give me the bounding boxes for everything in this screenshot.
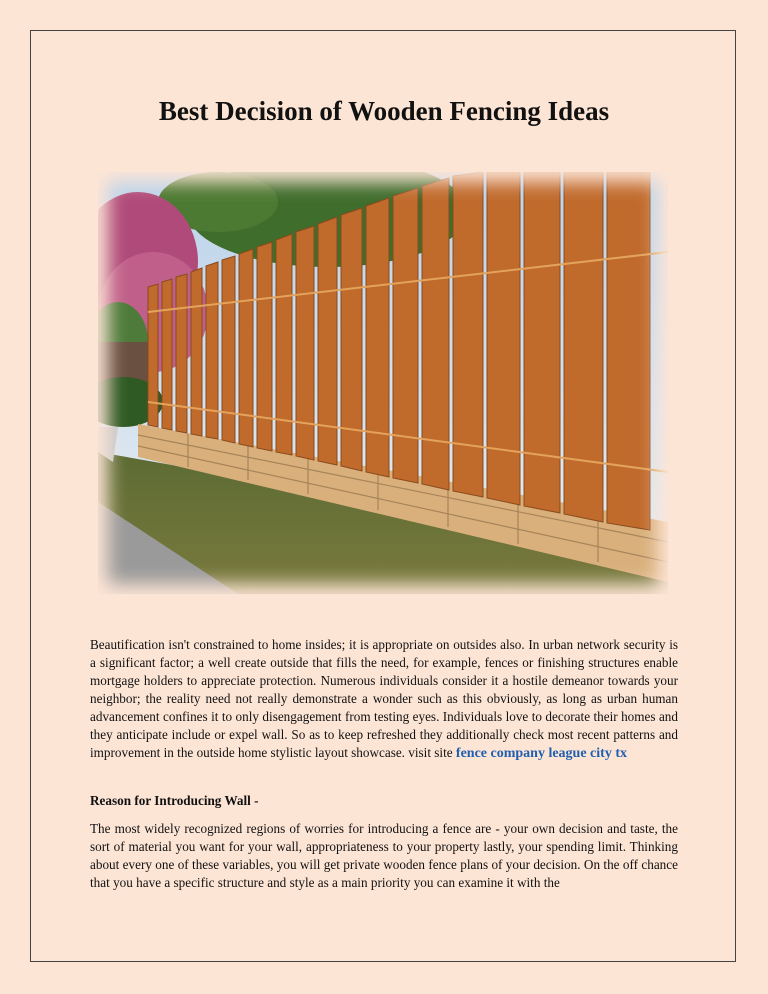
page-title: Best Decision of Wooden Fencing Ideas	[158, 96, 610, 126]
wooden-fence-photo	[98, 172, 668, 594]
section-heading: Reason for Introducing Wall -	[90, 793, 259, 808]
intro-paragraph	[90, 636, 678, 763]
reason-paragraph: The most widely recognized regions of worries for introducing a fence are - your own decision and taste, the sort of material you want for your wall, appropriateness to your property lastly, your spending limit. Thinking about every one of these variables, you will get private wooden fence plans of your decision. On the off chance that you have a specific structure and style as a main priority you can examine it with the	[90, 821, 678, 890]
intro-paragraph-text: Beautification isn't constrained to home insides; it is appropriate on outsides also. In urban network security is a significant factor; a well create outside that fills the need, for example, fences or finishing structures enable mortgage holders to appreciate protection. Numerous individuals consider it a hostile demeanor towards your neighbor; the reality need not really demonstrate a wonder such as this obviously, as long as urban human advancement confines it to only disengagement from testing eyes. Individuals love to decorate their homes and they anticipate include or expel wall. So as to keep refreshed they additionally check most recent patterns and improvement in the outside home stylistic layout showcase. visit site	[90, 637, 678, 760]
fence-illustration	[98, 172, 668, 594]
fence-company-link[interactable]: fence company league city tx	[455, 746, 627, 761]
